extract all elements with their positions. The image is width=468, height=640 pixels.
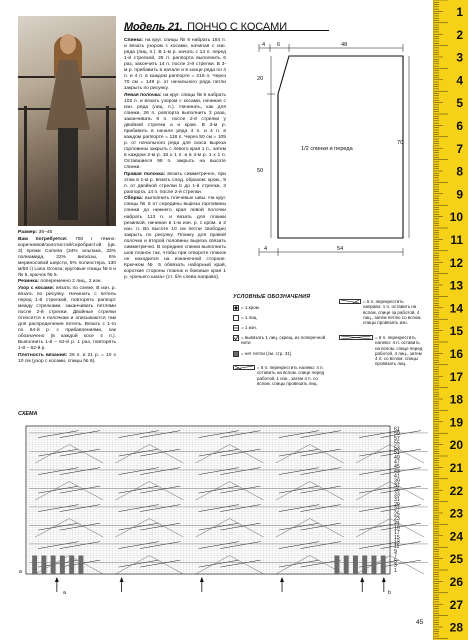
ruler-number: 15 bbox=[449, 324, 463, 339]
ruler-number: 13 bbox=[449, 278, 463, 293]
no-stitch-block bbox=[381, 556, 386, 575]
instructions-column bbox=[124, 38, 226, 281]
dim-bottom-a: 4 bbox=[264, 246, 268, 252]
row-number: 37 bbox=[394, 483, 400, 490]
row-number: 23 bbox=[394, 515, 400, 522]
left-front-label: Левая полочка: bbox=[124, 92, 162, 98]
purl-symbol-icon bbox=[233, 325, 239, 331]
ruler-number: 23 bbox=[449, 506, 463, 521]
legend-item-purl: = 1 изн. bbox=[233, 325, 333, 331]
row-number: 41 bbox=[394, 473, 400, 480]
row-number: 11 bbox=[394, 544, 400, 551]
right-front-label: Правая полочка: bbox=[124, 171, 166, 177]
dim-left-neck: 20 bbox=[257, 76, 264, 82]
row-number: 1 bbox=[394, 567, 397, 574]
no-stitch-block bbox=[353, 556, 358, 575]
materials-label: Вам потребуется: bbox=[18, 236, 68, 242]
row-number: 57 bbox=[394, 435, 400, 442]
ruler-number: 3 bbox=[456, 50, 463, 65]
model-photo bbox=[18, 16, 116, 226]
row-number: 21 bbox=[394, 520, 400, 527]
ruler-number: 11 bbox=[450, 233, 463, 247]
row-number: 49 bbox=[394, 454, 400, 461]
row-number: 15 bbox=[394, 534, 400, 541]
ruler-number: 16 bbox=[449, 347, 463, 361]
row-number: 17 bbox=[394, 530, 400, 537]
no-stitch-symbol-icon bbox=[233, 351, 239, 357]
left-front-text: на круг. спицы № 6 набрать 102 п. и вязать узором с косами, начиная с изн. ряда (лиц. п.). Начинать, как для спинки, 26 п. раппорта выполнить 3 раза, заканчивать 9 п. после 2-й стрелки у двойной стрелки a и кром. В 3-м р. прибавить в начале ряда 4 п. и 4 п. в каждом раппорте = 118 п. Через 50 см = 105 р. от начального ряда для скоса выреза горловины закрыть с левого края 1 п., затем в каждом 2-м р. 18 x 1 п. и в 4-м р. 1 x 1 п. Оставшиеся 98 п. закрыть на высоте спинки. bbox=[124, 92, 227, 171]
selvage-symbol-icon bbox=[233, 305, 239, 311]
row-number: 45 bbox=[394, 464, 400, 471]
braid-value: вязать по схеме, В изн. р. вязать по рисунку. Начинать с петель перед 1-й стрелкой, повторять раппорт между стрелками, заканчивать петлями после 2-й стрелки. Двойные стрелки относятся к полочкам и описываются там для распределения петель. Вязать с 1-го по 64-й р. с прибавлениями, как обозначено (в каждой косе 4 п.). Выполнить 1-й – 62-й р. 1 раз, повторять 1-й – 62-й р. bbox=[18, 285, 117, 352]
dim-top-a: 4 bbox=[262, 42, 266, 48]
no-stitch-block bbox=[60, 556, 65, 575]
materials-column bbox=[18, 230, 116, 366]
assembly-label: Сборка: bbox=[124, 196, 144, 202]
row-number: 53 bbox=[394, 445, 400, 452]
row-number: 13 bbox=[394, 539, 400, 546]
row-number: 5 bbox=[394, 558, 397, 565]
marker-b: b bbox=[388, 590, 391, 596]
no-stitch-block bbox=[69, 556, 74, 575]
no-stitch-block bbox=[334, 556, 339, 575]
legend-item-cross-left-8: = 8 п. перекрестить налево: 4 п. оставить на вспом. спице перед работой, 4 лиц., затем 4 п. со вспом. спицы провязать лиц. bbox=[339, 335, 423, 367]
dim-left-body: 50 bbox=[257, 168, 264, 174]
ruler-number: 24 bbox=[449, 529, 463, 544]
measuring-ruler bbox=[433, 0, 468, 640]
dim-right-length: 70 bbox=[397, 140, 404, 146]
row-number: 7 bbox=[394, 553, 397, 560]
row-number: 29 bbox=[394, 501, 400, 508]
marker-a: a bbox=[63, 590, 66, 596]
ruler-number: 19 bbox=[449, 415, 463, 430]
row-number: 3 bbox=[394, 563, 397, 570]
ruler-number: 27 bbox=[449, 597, 463, 612]
cable-left-8-icon bbox=[339, 335, 373, 340]
ruler-number: 8 bbox=[456, 164, 463, 179]
ruler-number: 12 bbox=[449, 255, 463, 270]
row-number: 19 bbox=[394, 525, 400, 532]
ruler-number: 20 bbox=[449, 438, 463, 453]
legend-title: УСЛОВНЫЕ ОБОЗНАЧЕНИЯ bbox=[233, 294, 311, 300]
schematic-note: 1/2 спинки и переда bbox=[301, 146, 353, 152]
no-stitch-block bbox=[362, 556, 367, 575]
no-stitch-block bbox=[344, 556, 349, 575]
marker-a-side: a bbox=[19, 569, 22, 575]
no-stitch-block bbox=[78, 556, 83, 575]
row-number: 35 bbox=[394, 487, 400, 494]
garment-schematic bbox=[233, 38, 413, 268]
ruler-number: 7 bbox=[456, 141, 463, 156]
legend-item-cross-right-5: = 5 п. перекрестить направо: 1 п. оставить на вспом. спице за работой, 4 лиц., затем петлю со вспом. спицы провязать изн. bbox=[339, 299, 423, 325]
increase-symbol-icon bbox=[233, 335, 239, 341]
ruler-number: 6 bbox=[456, 119, 463, 133]
row-number: 31 bbox=[394, 497, 400, 504]
legend-item-selvage: = 1 кром. bbox=[233, 305, 333, 311]
ruler-number: 17 bbox=[449, 369, 463, 384]
legend-item-cross-left-5: = 5 п. перекрестить налево: 4 п. оставить на вспом. спице перед работой, 1 изн., затем 4 п. со вспом. спицы провязать лиц. bbox=[233, 365, 333, 386]
legend-item-knit: = 1 лиц. bbox=[233, 315, 333, 321]
row-number: 27 bbox=[394, 506, 400, 513]
row-number: 55 bbox=[394, 440, 400, 447]
no-stitch-block bbox=[371, 556, 376, 575]
repeat-arrowhead bbox=[200, 577, 204, 582]
density-value: 26 п. и 21 р. = 10 x 10 см (узор с косами, спицы № 6). bbox=[18, 352, 116, 364]
ruler-number: 10 bbox=[449, 210, 463, 225]
ruler-number: 5 bbox=[456, 96, 463, 111]
braid-label: Узор с косами: bbox=[18, 285, 55, 291]
row-number: 43 bbox=[394, 468, 400, 475]
row-number: 59 bbox=[394, 431, 400, 438]
ribbing-label: Резинка: bbox=[18, 279, 40, 285]
assembly-text: выполнить плечевые швы. На круг. спицы № 5 от середины выреза горловины спинки до нижнего края левой полочки набрать 113 п. и вязать для планки резинкой, начиная в 1-м изн. р. с кром. и 2 изн. п. Во высоте 10 см петли свободно закрыть по рисунку. Планку для правой полочки и второй половины выреза связать симметрично. В середине спинки выполнить шов планок так, чтобы при отвороте планок он находился на изнаночной стороне. Крючком № 5 обвязать наборный край, короткие стороны планок и боковые края 1 р. «рачьего шага» (ст. б/н слева направо). bbox=[124, 196, 226, 280]
row-number: 51 bbox=[394, 450, 400, 457]
no-stitch-block bbox=[32, 556, 37, 575]
dim-top-c: 48 bbox=[341, 42, 348, 48]
ruler-number: 2 bbox=[456, 27, 463, 42]
row-number: 47 bbox=[394, 459, 400, 466]
size-value: 36–46 bbox=[38, 230, 53, 235]
row-number: 25 bbox=[394, 511, 400, 518]
row-number: 61 bbox=[394, 426, 400, 433]
chart-title: СХЕМА bbox=[18, 411, 38, 417]
density-label: Плотность вязания: bbox=[18, 352, 68, 358]
ruler-number: 26 bbox=[449, 575, 463, 589]
cable-left-5-icon bbox=[233, 365, 255, 370]
ruler-number: 1 bbox=[456, 5, 463, 19]
model-number: Модель 21. bbox=[124, 21, 183, 33]
back-text: на круг. спицы № 6 набрать 184 п. и вязать узором с косами, начиная с изн. ряда (лиц. п.). В 1-м р. начать с 14 п. перед 1-й стрелкой, 26 п. раппорта выполнить 6 раз, закончить 14 п. после 2-й стрелки. В 3-м р. прибавить в начале и в конце ряда по 4 п. и 4 п. в каждом раппорте = 216 п. Через 70 см = 149 р. от начального ряда петли закрыть по рисунку. bbox=[124, 38, 227, 92]
right-front-text: вязать симметрично, при этом в 1-м р. вязать след. образом: кром., 9 п. от двойной стрелки b до 1-й стрелки, 3 раппорта, 14 п. после 2-й стрелки. bbox=[124, 171, 226, 195]
ruler-number: 14 bbox=[449, 301, 463, 316]
no-stitch-block bbox=[51, 556, 56, 575]
model-name: ПОНЧО С КОСАМИ bbox=[187, 21, 288, 33]
row-number: 39 bbox=[394, 478, 400, 485]
ruler-number: 25 bbox=[449, 552, 463, 567]
ruler-number: 22 bbox=[449, 483, 463, 498]
ruler-number: 4 bbox=[456, 73, 463, 88]
no-stitch-block bbox=[41, 556, 46, 575]
page-number: 45 bbox=[416, 619, 424, 626]
repeat-arrowhead bbox=[382, 577, 386, 582]
materials-value: 750 г тёмно-коричневой/золотистой/серебристой (цв. 3) пряжи Cometa (34% альпака, 33% полиамида, 22% вискозы, 6% мериносовой шерсти, 5% полиэстера, 130 м/50 г) Lana Grossa; круговые спицы № 6 и № 5, крючок № 5. bbox=[18, 236, 116, 278]
ruler-number: 28 bbox=[449, 620, 463, 635]
dim-bottom-b: 54 bbox=[337, 246, 344, 252]
row-number: 33 bbox=[394, 492, 400, 499]
row-number: 9 bbox=[394, 548, 397, 555]
ruler-number: 9 bbox=[456, 187, 463, 202]
dim-top-b: 6 bbox=[277, 42, 281, 48]
cable-right-5-icon bbox=[339, 299, 361, 304]
stitch-chart bbox=[18, 420, 428, 610]
ribbing-value: попеременно 2 лиц., 2 изн. bbox=[40, 279, 102, 285]
repeat-arrowhead bbox=[55, 577, 59, 582]
knit-symbol-icon bbox=[233, 315, 239, 321]
legend-item-increase: = вывязать 1 лиц. скрещ. из поперечной нити bbox=[233, 335, 333, 346]
legend-item-no-stitch: = нет петли (см. стр. 31) bbox=[233, 351, 333, 357]
pattern-title bbox=[124, 17, 329, 31]
back-label: Спинка: bbox=[124, 38, 144, 43]
repeat-arrowhead bbox=[120, 577, 124, 582]
size-label: Размер: bbox=[18, 230, 38, 235]
ruler-number: 18 bbox=[449, 392, 463, 407]
ruler-number: 21 bbox=[449, 461, 463, 475]
repeat-arrowhead bbox=[280, 577, 284, 582]
repeat-arrowhead bbox=[360, 577, 364, 582]
